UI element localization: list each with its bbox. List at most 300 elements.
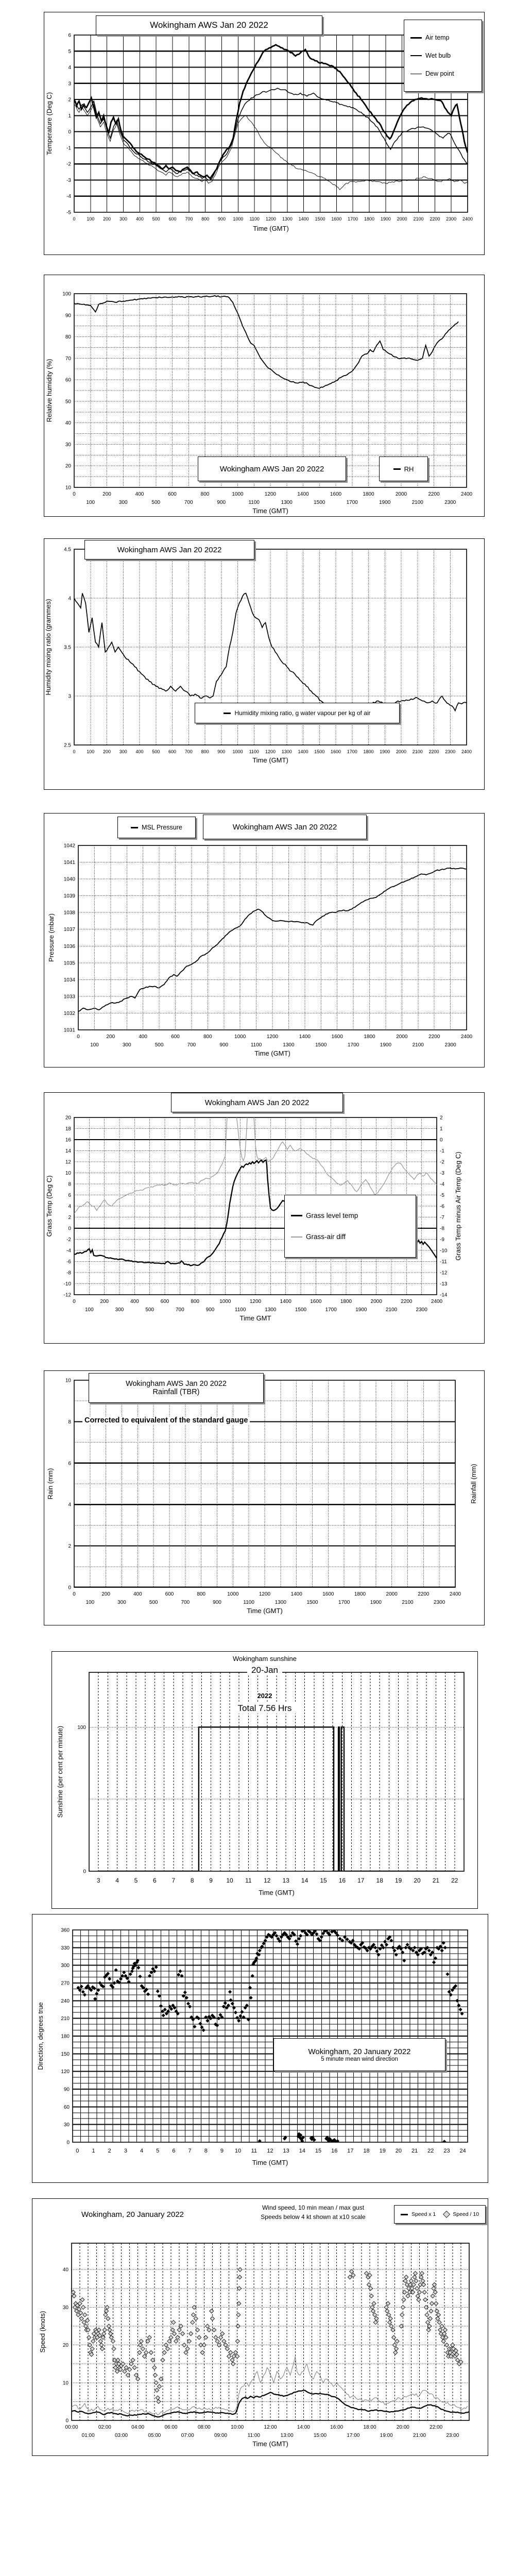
svg-text:22:00: 22:00: [430, 2425, 443, 2430]
svg-text:1300: 1300: [274, 1600, 286, 1605]
svg-text:2200: 2200: [428, 492, 440, 497]
svg-text:1500: 1500: [315, 216, 325, 222]
svg-text:1800: 1800: [363, 492, 374, 497]
svg-text:15: 15: [315, 2148, 322, 2154]
svg-text:700: 700: [184, 749, 193, 754]
svg-text:Grass Temp minus Air Temp (Deg: Grass Temp minus Air Temp (Deg C): [454, 1151, 462, 1261]
svg-text:1400: 1400: [299, 1034, 311, 1040]
svg-text:1600: 1600: [322, 1591, 334, 1597]
svg-text:-3: -3: [66, 177, 71, 183]
svg-text:700: 700: [181, 1600, 190, 1605]
svg-text:1300: 1300: [265, 1307, 277, 1313]
svg-text:1300: 1300: [281, 749, 292, 754]
chart-subtitle: Rainfall (TBR): [152, 1388, 200, 1396]
sunshine-total: Total 7.56 Hrs: [234, 1703, 296, 1714]
svg-text:2000: 2000: [395, 492, 407, 497]
svg-text:19: 19: [379, 2148, 386, 2154]
svg-text:100: 100: [86, 500, 95, 505]
sunshine-date-line: [52, 1665, 477, 1675]
svg-text:2300: 2300: [434, 1600, 445, 1605]
svg-text:100: 100: [85, 1600, 95, 1605]
svg-text:2100: 2100: [402, 1600, 414, 1605]
svg-text:Speed (knots): Speed (knots): [39, 2311, 46, 2353]
svg-text:23:00: 23:00: [446, 2433, 459, 2438]
svg-text:4: 4: [115, 1877, 119, 1884]
svg-text:2400: 2400: [461, 749, 472, 754]
legend-item: [393, 465, 414, 473]
svg-text:3: 3: [124, 2148, 127, 2154]
svg-text:600: 600: [171, 1034, 180, 1040]
svg-text:1300: 1300: [281, 500, 293, 505]
svg-text:Time GMT: Time GMT: [239, 1314, 271, 1322]
svg-text:700: 700: [187, 1042, 196, 1048]
svg-text:Relative humidity (%): Relative humidity (%): [45, 359, 53, 422]
svg-text:1900: 1900: [380, 216, 391, 222]
svg-text:0: 0: [76, 2148, 79, 2154]
svg-text:7: 7: [188, 2148, 192, 2154]
svg-text:400: 400: [135, 749, 144, 754]
svg-text:90: 90: [63, 2087, 70, 2093]
svg-text:11: 11: [251, 2148, 258, 2154]
svg-text:2000: 2000: [397, 216, 407, 222]
speed-line-swatch: [401, 2214, 408, 2215]
chart-title-box: [96, 15, 322, 35]
svg-text:12: 12: [267, 2148, 273, 2154]
svg-text:300: 300: [119, 749, 127, 754]
svg-text:21:00: 21:00: [413, 2433, 426, 2438]
pressure-chart-panel: [44, 813, 485, 1067]
svg-text:8: 8: [68, 1181, 71, 1188]
svg-text:200: 200: [106, 1034, 115, 1040]
svg-text:0: 0: [73, 1591, 76, 1597]
air-temperature-chart-panel: [44, 12, 485, 255]
svg-text:Humidity mixing ratio (grammes: Humidity mixing ratio (grammes): [44, 599, 52, 696]
svg-text:500: 500: [154, 1042, 164, 1048]
svg-text:-4: -4: [440, 1181, 444, 1188]
svg-text:8: 8: [190, 1877, 194, 1884]
svg-text:18: 18: [363, 2148, 370, 2154]
legend-label: Air temp: [425, 34, 450, 41]
pressure-plot: [44, 814, 484, 1067]
svg-text:1300: 1300: [282, 216, 293, 222]
svg-text:0: 0: [73, 492, 76, 497]
grass-air-diff-line-swatch: [291, 1236, 302, 1238]
svg-text:1100: 1100: [243, 1600, 254, 1605]
svg-text:1800: 1800: [340, 1299, 352, 1304]
svg-text:360: 360: [61, 1927, 70, 1934]
svg-text:12: 12: [65, 1159, 71, 1165]
svg-text:18: 18: [376, 1877, 383, 1884]
svg-text:100: 100: [87, 216, 95, 222]
svg-text:700: 700: [185, 216, 193, 222]
svg-text:6: 6: [68, 1461, 71, 1467]
svg-text:1800: 1800: [354, 1591, 366, 1597]
grass-legend: [284, 1195, 416, 1258]
svg-text:1700: 1700: [325, 1307, 337, 1313]
svg-text:8: 8: [68, 1419, 71, 1425]
mixing-ratio-line-swatch: [224, 713, 231, 714]
legend-label: MSL Pressure: [142, 824, 182, 831]
svg-text:2000: 2000: [386, 1591, 398, 1597]
svg-text:2300: 2300: [444, 500, 456, 505]
svg-text:2400: 2400: [431, 1299, 443, 1304]
svg-text:-1: -1: [66, 145, 71, 151]
svg-text:17: 17: [357, 1877, 365, 1884]
svg-text:1000: 1000: [233, 216, 244, 222]
svg-text:1500: 1500: [306, 1600, 318, 1605]
chart-title: Wokingham AWS Jan 20 2022: [232, 822, 337, 832]
svg-text:1700: 1700: [348, 216, 358, 222]
svg-text:-6: -6: [440, 1204, 444, 1210]
svg-text:-8: -8: [440, 1226, 444, 1232]
wet-bulb-line-swatch: [410, 55, 422, 56]
svg-text:1500: 1500: [295, 1307, 307, 1313]
chart-subtitle: 5 minute mean wind direction: [321, 2056, 398, 2062]
svg-text:90: 90: [65, 313, 71, 319]
svg-text:-10: -10: [440, 1248, 448, 1254]
svg-text:200: 200: [103, 216, 111, 222]
svg-text:23: 23: [443, 2148, 450, 2154]
mixing-ratio-legend: [195, 703, 400, 723]
svg-text:Time (GMT): Time (GMT): [252, 507, 288, 515]
svg-text:1800: 1800: [363, 749, 374, 754]
svg-text:20: 20: [414, 1877, 421, 1884]
svg-text:0: 0: [68, 129, 71, 135]
legend-item: [410, 34, 450, 41]
svg-text:10: 10: [235, 2148, 242, 2154]
svg-text:150: 150: [61, 2051, 70, 2057]
svg-text:20: 20: [62, 2343, 68, 2349]
svg-text:2400: 2400: [462, 216, 473, 222]
sunshine-plot: [52, 1652, 477, 1908]
svg-text:20: 20: [65, 1115, 71, 1121]
grass-temperature-plot: [44, 1093, 484, 1343]
svg-text:1600: 1600: [331, 1034, 343, 1040]
grass-temp-line-swatch: [291, 1215, 302, 1216]
svg-text:10: 10: [226, 1877, 233, 1884]
svg-text:-5: -5: [440, 1193, 444, 1198]
svg-text:900: 900: [217, 500, 226, 505]
svg-text:400: 400: [135, 216, 144, 222]
svg-text:-2: -2: [66, 161, 71, 167]
svg-text:Time (GMT): Time (GMT): [252, 2440, 288, 2448]
svg-text:2.5: 2.5: [64, 742, 71, 749]
chart-title: Wokingham, 20 January 2022: [81, 2210, 184, 2219]
chart-title-box: [203, 815, 367, 839]
svg-text:1700: 1700: [347, 1042, 359, 1048]
svg-text:800: 800: [201, 216, 210, 222]
legend-label: Grass-air diff: [306, 1233, 346, 1241]
svg-text:1400: 1400: [280, 1299, 291, 1304]
chart-title-box: [273, 2038, 445, 2071]
svg-text:700: 700: [175, 1307, 184, 1313]
svg-text:12:00: 12:00: [264, 2425, 277, 2430]
svg-text:Direction, degrees true: Direction, degrees true: [37, 2002, 44, 2070]
svg-text:2300: 2300: [446, 216, 457, 222]
svg-text:1400: 1400: [298, 216, 309, 222]
legend-label: Speed / 10: [453, 2211, 479, 2217]
svg-text:500: 500: [145, 1307, 154, 1313]
svg-text:Grass Temp (Deg C): Grass Temp (Deg C): [45, 1175, 53, 1237]
svg-text:1700: 1700: [347, 749, 357, 754]
svg-text:60: 60: [65, 377, 71, 383]
mixing-ratio-plot: [44, 539, 484, 789]
svg-text:1: 1: [68, 113, 71, 119]
svg-text:2100: 2100: [412, 1042, 424, 1048]
svg-text:2200: 2200: [428, 1034, 440, 1040]
svg-text:11:00: 11:00: [247, 2433, 260, 2438]
svg-text:600: 600: [168, 749, 177, 754]
relative-humidity-chart-panel: [44, 275, 485, 517]
svg-text:08:00: 08:00: [197, 2425, 211, 2430]
svg-text:1900: 1900: [355, 1307, 367, 1313]
svg-text:5: 5: [156, 2148, 160, 2154]
svg-text:Time (GMT): Time (GMT): [252, 2159, 288, 2166]
svg-text:600: 600: [165, 1591, 174, 1597]
sunshine-title-line: [52, 1655, 477, 1663]
svg-text:-2: -2: [440, 1159, 444, 1165]
rainfall-chart-panel: [44, 1370, 485, 1625]
svg-text:100: 100: [90, 1042, 99, 1048]
svg-text:-4: -4: [66, 194, 71, 200]
legend-label: Wet bulb: [425, 52, 451, 59]
svg-text:3.5: 3.5: [64, 645, 71, 651]
svg-text:1900: 1900: [380, 749, 390, 754]
svg-text:0: 0: [68, 1585, 71, 1591]
grass-temperature-chart-panel: [44, 1092, 485, 1344]
svg-text:1000: 1000: [219, 1299, 231, 1304]
svg-text:1036: 1036: [63, 943, 75, 950]
svg-text:0: 0: [73, 216, 76, 222]
svg-text:210: 210: [61, 2016, 70, 2022]
svg-text:100: 100: [62, 291, 71, 297]
svg-text:01:00: 01:00: [81, 2433, 95, 2438]
legend-label: RH: [404, 465, 414, 473]
svg-text:2100: 2100: [412, 749, 423, 754]
svg-text:24: 24: [459, 2148, 466, 2154]
svg-text:300: 300: [61, 1963, 70, 1969]
svg-text:13: 13: [283, 2148, 289, 2154]
svg-text:-14: -14: [440, 1292, 448, 1298]
svg-text:Sunshine (per cent per minute): Sunshine (per cent per minute): [56, 1725, 64, 1818]
svg-text:2200: 2200: [428, 749, 439, 754]
svg-text:1800: 1800: [364, 216, 375, 222]
svg-text:-3: -3: [440, 1171, 444, 1176]
svg-text:-12: -12: [440, 1270, 448, 1276]
svg-text:180: 180: [61, 2033, 70, 2040]
svg-text:2000: 2000: [370, 1299, 382, 1304]
svg-text:Time (GMT): Time (GMT): [253, 225, 289, 232]
svg-text:800: 800: [200, 492, 210, 497]
svg-text:Rain (mm): Rain (mm): [46, 1468, 54, 1500]
svg-text:14:00: 14:00: [297, 2425, 310, 2430]
svg-text:1300: 1300: [283, 1042, 295, 1048]
svg-text:0: 0: [73, 1299, 76, 1304]
svg-text:330: 330: [61, 1945, 70, 1951]
svg-text:2100: 2100: [385, 1307, 398, 1313]
svg-text:120: 120: [61, 2069, 70, 2075]
svg-text:1034: 1034: [63, 977, 75, 983]
svg-text:1500: 1500: [314, 500, 325, 505]
svg-text:1900: 1900: [379, 500, 391, 505]
svg-text:500: 500: [151, 500, 161, 505]
svg-text:5: 5: [134, 1877, 138, 1884]
svg-text:2300: 2300: [445, 749, 456, 754]
svg-text:10: 10: [65, 1171, 71, 1176]
svg-text:15: 15: [320, 1877, 327, 1884]
svg-text:05:00: 05:00: [148, 2433, 161, 2438]
svg-text:1042: 1042: [63, 843, 75, 849]
svg-text:10: 10: [62, 2380, 68, 2386]
chart-title-box: [89, 1373, 264, 1403]
svg-text:800: 800: [191, 1299, 200, 1304]
wind-speed-chart-panel: [32, 2198, 488, 2456]
svg-text:600: 600: [160, 1299, 169, 1304]
legend-label: Grass level temp: [306, 1212, 358, 1219]
legend-item: [291, 1212, 358, 1219]
svg-text:30: 30: [65, 442, 71, 448]
svg-text:900: 900: [219, 1042, 229, 1048]
svg-text:1200: 1200: [249, 1299, 262, 1304]
svg-text:300: 300: [115, 1307, 124, 1313]
legend-item: [410, 70, 454, 77]
svg-text:9: 9: [209, 1877, 213, 1884]
svg-text:1100: 1100: [249, 749, 259, 754]
sunshine-date: 20-Jan: [247, 1665, 282, 1675]
svg-text:13: 13: [282, 1877, 289, 1884]
svg-text:1500: 1500: [315, 1042, 327, 1048]
svg-text:0: 0: [66, 2140, 70, 2146]
svg-text:-11: -11: [440, 1259, 447, 1265]
svg-text:-10: -10: [63, 1281, 71, 1287]
svg-text:1800: 1800: [364, 1034, 375, 1040]
svg-text:14: 14: [65, 1148, 71, 1154]
svg-text:600: 600: [168, 492, 177, 497]
svg-text:21: 21: [411, 2148, 418, 2154]
svg-text:22: 22: [427, 2148, 434, 2154]
svg-text:20: 20: [395, 2148, 402, 2154]
svg-text:10: 10: [65, 1378, 71, 1384]
svg-text:Temperature (Deg C): Temperature (Deg C): [45, 92, 53, 156]
svg-text:1900: 1900: [380, 1042, 392, 1048]
svg-text:200: 200: [102, 492, 111, 497]
svg-text:Time (GMT): Time (GMT): [252, 756, 288, 764]
svg-text:30: 30: [63, 2122, 70, 2128]
svg-text:500: 500: [152, 216, 160, 222]
legend-label: Dew point: [425, 70, 454, 77]
sunshine-station: Wokingham sunshine: [229, 1655, 301, 1663]
svg-text:300: 300: [122, 1042, 131, 1048]
svg-text:18:00: 18:00: [363, 2425, 376, 2430]
svg-text:50: 50: [65, 399, 71, 405]
svg-text:13:00: 13:00: [280, 2433, 294, 2438]
sunshine-year-line: [52, 1692, 477, 1700]
chart-title: Wokingham, 20 January 2022: [308, 2047, 411, 2056]
svg-text:3: 3: [96, 1877, 100, 1884]
svg-text:-12: -12: [63, 1292, 71, 1298]
svg-text:100: 100: [87, 749, 95, 754]
svg-text:19: 19: [394, 1877, 402, 1884]
svg-text:Time (GMT): Time (GMT): [254, 1049, 290, 1057]
svg-text:1700: 1700: [346, 500, 358, 505]
svg-text:1100: 1100: [234, 1307, 246, 1313]
chart-title: Wokingham AWS Jan 20 2022: [219, 464, 324, 473]
svg-text:00:00: 00:00: [65, 2425, 78, 2430]
svg-text:4: 4: [140, 2148, 144, 2154]
svg-text:11: 11: [245, 1877, 252, 1884]
legend-label: Humidity mixing ratio, g water vapour per kg of air: [234, 709, 371, 717]
svg-text:1037: 1037: [63, 927, 75, 933]
svg-text:70: 70: [65, 355, 71, 362]
svg-text:800: 800: [203, 1034, 212, 1040]
legend-label: Speed x 1: [411, 2211, 436, 2217]
svg-text:300: 300: [117, 1600, 126, 1605]
svg-text:6: 6: [153, 1877, 157, 1884]
chart-title-box: [171, 1093, 343, 1112]
svg-text:2200: 2200: [430, 216, 440, 222]
legend-item: [410, 52, 451, 59]
svg-text:1200: 1200: [264, 492, 277, 497]
temperature-legend: [404, 20, 482, 92]
svg-text:2400: 2400: [449, 1591, 461, 1597]
svg-text:1600: 1600: [330, 492, 342, 497]
svg-text:2000: 2000: [396, 1034, 408, 1040]
rh-line-swatch: [393, 468, 401, 470]
svg-text:9: 9: [220, 2148, 224, 2154]
wind-speed-note-line1: Wind speed, 10 min mean / max gust: [262, 2204, 365, 2211]
svg-text:0: 0: [440, 1137, 443, 1143]
svg-text:17: 17: [347, 2148, 354, 2154]
svg-text:0: 0: [77, 1034, 80, 1040]
svg-text:07:00: 07:00: [181, 2433, 194, 2438]
svg-text:100: 100: [84, 1307, 94, 1313]
svg-text:16:00: 16:00: [330, 2425, 344, 2430]
svg-text:14: 14: [299, 2148, 305, 2154]
svg-text:-6: -6: [66, 1259, 71, 1265]
legend-item: [131, 824, 182, 831]
svg-text:200: 200: [102, 749, 111, 754]
svg-text:1200: 1200: [259, 1591, 271, 1597]
svg-text:3: 3: [68, 693, 71, 700]
svg-text:-2: -2: [66, 1237, 71, 1243]
svg-text:270: 270: [61, 1980, 70, 1987]
sunshine-year: 2022: [253, 1692, 277, 1700]
svg-text:-13: -13: [440, 1281, 448, 1287]
svg-text:03:00: 03:00: [114, 2433, 128, 2438]
svg-text:900: 900: [217, 749, 226, 754]
svg-text:1031: 1031: [63, 1027, 75, 1033]
wind-speed-note: [238, 2203, 388, 2222]
svg-text:600: 600: [168, 216, 177, 222]
svg-text:800: 800: [197, 1591, 206, 1597]
chart-title-box: [198, 456, 346, 481]
svg-text:2400: 2400: [460, 1034, 473, 1040]
svg-text:1041: 1041: [63, 860, 75, 866]
svg-text:1200: 1200: [266, 1034, 279, 1040]
svg-text:800: 800: [201, 749, 209, 754]
svg-text:1400: 1400: [290, 1591, 302, 1597]
svg-text:1700: 1700: [338, 1600, 350, 1605]
svg-text:1100: 1100: [249, 216, 260, 222]
svg-text:02:00: 02:00: [98, 2425, 111, 2430]
svg-text:240: 240: [61, 1998, 70, 2004]
svg-text:0: 0: [73, 749, 76, 754]
svg-text:2100: 2100: [411, 500, 423, 505]
svg-text:1035: 1035: [63, 960, 75, 967]
svg-text:12: 12: [264, 1877, 271, 1884]
svg-text:2200: 2200: [401, 1299, 413, 1304]
svg-text:1900: 1900: [370, 1600, 382, 1605]
